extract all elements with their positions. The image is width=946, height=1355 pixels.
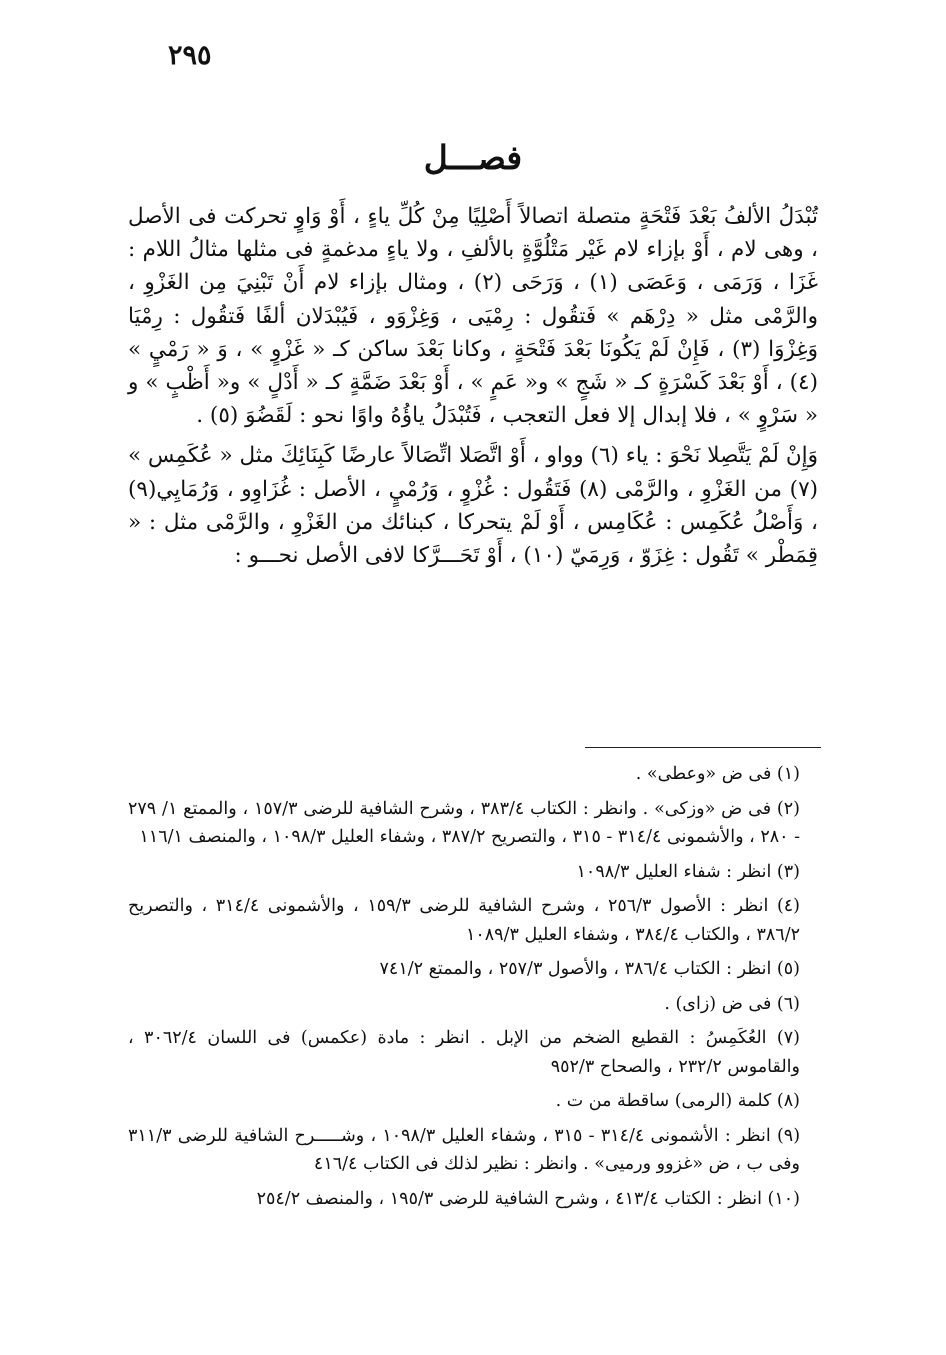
section-heading: فصـــل	[423, 138, 523, 177]
footnote: (٧) العُكَمِسُ : القطيع الضخم من الإبل . انظر : مادة (عكمس) فى اللسان ٣٠٦٢/٤ ، والقاموس ٢٣٢/٢ ، والصحاح ٩٥٢/٣	[128, 1028, 800, 1077]
page-number: ٢٩٥	[168, 40, 212, 71]
footnote: (٩) انظر : الأشمونى ٣١٤/٤ - ٣١٥ ، وشفاء العليل ١٠٩٨/٣ ، وشـــــرح الشافية للرضى ٣١١/٣ وفى ب ، ض «غزوو ورميى» . وانظر : نظير لذلك فى الكتاب ٤١٦/٤	[128, 1125, 801, 1174]
footnote: (٤) انظر : الأصول ٢٥٦/٣ ، وشرح الشافية للرضى ١٥٩/٣ ، والأشمونى ٣١٤/٤ ، والتصريح ٣٨٦/٢ ، والكتاب ٣٨٤/٤ ، وشفاء العليل ١٠٨٩/٣	[128, 896, 800, 945]
footnote: (٥) انظر : الكتاب ٣٨٦/٤ ، والأصول ٢٥٧/٣ ، والممتع ٧٤١/٢	[379, 959, 800, 979]
footnote: (٨) كلمة (الرمى) ساقطة من ت .	[555, 1091, 800, 1111]
footnote-divider	[585, 747, 821, 748]
footnote: (٣) انظر : شفاء العليل ١٠٩٨/٣	[576, 861, 800, 882]
footnote: (١) فى ض «وعطى» .	[635, 764, 800, 784]
footnote: (٦) فى ض (زاى) .	[664, 993, 800, 1014]
footnote: (١٠) انظر : الكتاب ٤١٣/٤ ، وشرح الشافية للرضى ١٩٥/٣ ، والمنصف ٢٥٤/٢	[256, 1188, 800, 1209]
footnote: (٢) فى ض «وزكى» . وانظر : الكتاب ٣٨٣/٤ ، وشرح الشافية للرضى ١٥٧/٣ ، والممتع ١/ ٢٧٩ - ٢٨٠ ، والأشمونى ٣١٤/٤ - ٣١٥ ، والتصريح ٣٨٧/٢ ، وشفاء العليل ١٠٩٨/٣ ، والمنصف ١١٦/١	[128, 798, 800, 847]
paragraph: تُبْدَلُ الألفُ بَعْدَ فَتْحَةٍ متصلة اتصالاً أَصْلِيًا مِنْ كُلِّ ياءٍ ، أَوْ وَاوٍ تحركت فى الأصل ، وهى لام ، أَوْ بإزاء لام غَيْر مَتْلُوَّةٍ بالألفِ ، ولا ياءٍ مدغمةٍ فى مثلها مثالُ اللام : غَزَا ، وَرَمَى ، وَعَصَى (١) ، وَرَحَى (٢) ، ومثال بإزاء لام أَنْ تَبْنِيَ مِن الغَزْوِ ، والرَّمْى مثل « دِرْهَم » فَتقُول : رِمْيَى ، وَغِزْوَو ، فَيُبْدَلان ألفًا فَتقُول : رِمْيَا وَغِزْوَا (٣) ، فَإِنْ لَمْ يَكُونَا بَعْدَ فَتْحَةٍ ، وكانا بَعْدَ ساكن كـ « غَزْوٍ » ، وَ « رَمْيٍ » (٤) ، أَوْ بَعْدَ كَسْرَةٍ كـ « شَجٍ » و« عَمٍ » ، أَوْ بَعْدَ ضَمَّةٍ كـ « أَدْلٍ » و« أَظْبٍ » و « سَرْوٍ » ، فلا إبدال إلا فعل التعجب ، فَتُبْدَلُ ياؤُهُ واوًا نحو : لَقَضُوَ (٥) .	[128, 204, 819, 429]
main-text	[128, 200, 818, 572]
paragraph: وَإِنْ لَمْ يَتَّصِلا نَحْوَ : ياء (٦) وواو ، أَوْ اتَّصَلا اتِّصَالاً عارضًا كَبِنَائِكَ مثل « عُكَمِس » (٧) من الغَزْوِ ، والرَّمْى (٨) فَتَقُول : غُزْوٍ ، وَرُمْيٍ ، الأصل : غُزَاوِو ، وَرُمَايِي(٩) ، وَأَصْلُ عُكَمِس : عُكَامِس ، أَوْ لَمْ يتحركا ، كبنائك من الغَزْوِ ، والرَّمْى مثل : « قِمَطْر » تَقُول : غِزَوّ ، وَرِمَيّ (١٠) ، أَوْ تَحَـــرَّكا لافى الأصل نحـــو :	[128, 443, 819, 569]
footnotes	[128, 760, 818, 1219]
